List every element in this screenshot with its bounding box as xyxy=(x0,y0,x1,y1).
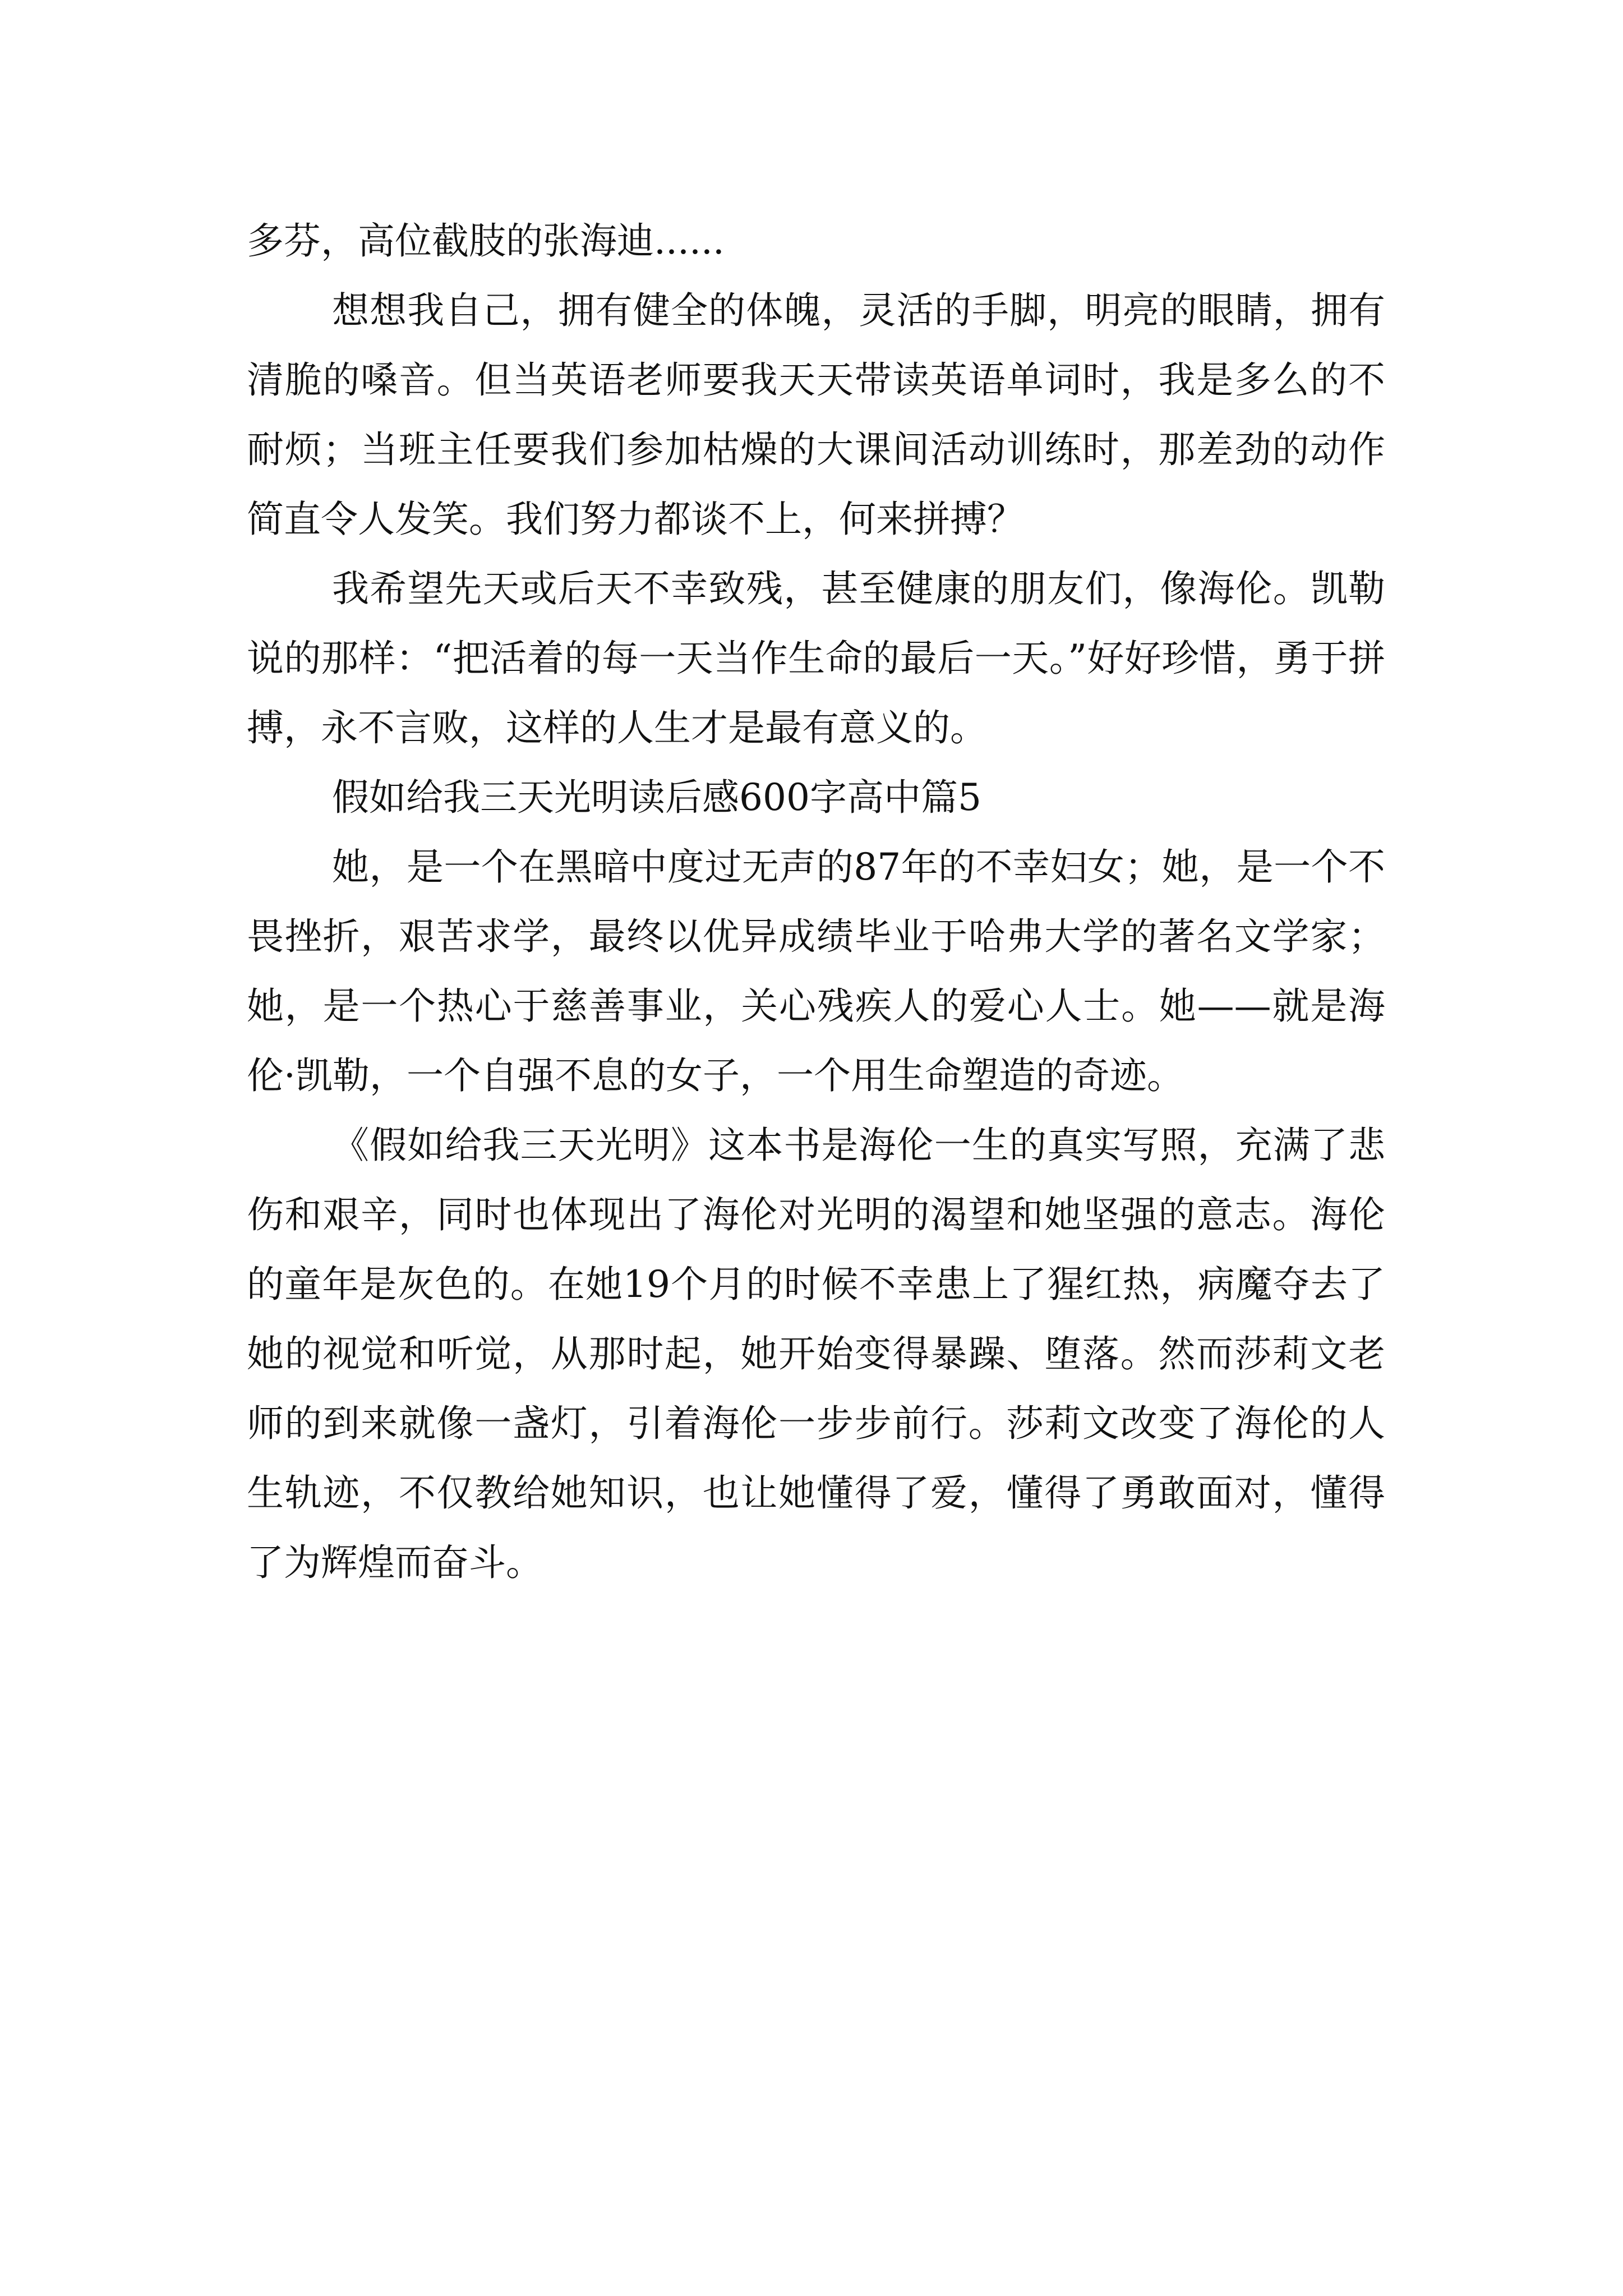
paragraph-wish: 我希望先天或后天不幸致残，甚至健康的朋友们，像海伦。凯勒说的那样：“把活着的每一天当作生命的最后一天。”好好珍惜，勇于拼搏，永不言败，这样的人生才是最有意义的。 xyxy=(247,567,1385,749)
section-heading: 假如给我三天光明读后感600字高中篇5 xyxy=(332,776,981,819)
document-body xyxy=(247,206,1385,1598)
paragraph-introduction: 她，是一个在黑暗中度过无声的87年的不幸妇女；她，是一个不畏挫折，艰苦求学，最终以优异成绩毕业于哈弗大学的著名文学家；她，是一个热心于慈善事业，关心残疾人的爱心人士。她——就是海伦·凯勒，一个自强不息的女子，一个用生命塑造的奇迹。 xyxy=(247,845,1385,1097)
paragraph-reflection: 想想我自己，拥有健全的体魄，灵活的手脚，明亮的眼睛，拥有清脆的嗓音。但当英语老师要我天天带读英语单词时，我是多么的不耐烦；当班主任要我们参加枯燥的大课间活动训练时，那差劲的动作简直令人发笑。我们努力都谈不上，何来拼搏？ xyxy=(247,289,1385,541)
paragraph-continuation: 多芬，高位截肢的张海迪...... xyxy=(247,219,725,263)
paragraph-book-summary: 《假如给我三天光明》这本书是海伦一生的真实写照，充满了悲伤和艰辛，同时也体现出了海伦对光明的渴望和她坚强的意志。海伦的童年是灰色的。在她19个月的时候不幸患上了猩红热，病魔夺去了她的视觉和听觉，从那时起，她开始变得暴躁、堕落。然而莎莉文老师的到来就像一盏灯，引着海伦一步步前行。莎莉文改变了海伦的人生轨迹，不仅教给她知识，也让她懂得了爱，懂得了勇敢面对，懂得了为辉煌而奋斗。 xyxy=(247,1124,1385,1584)
